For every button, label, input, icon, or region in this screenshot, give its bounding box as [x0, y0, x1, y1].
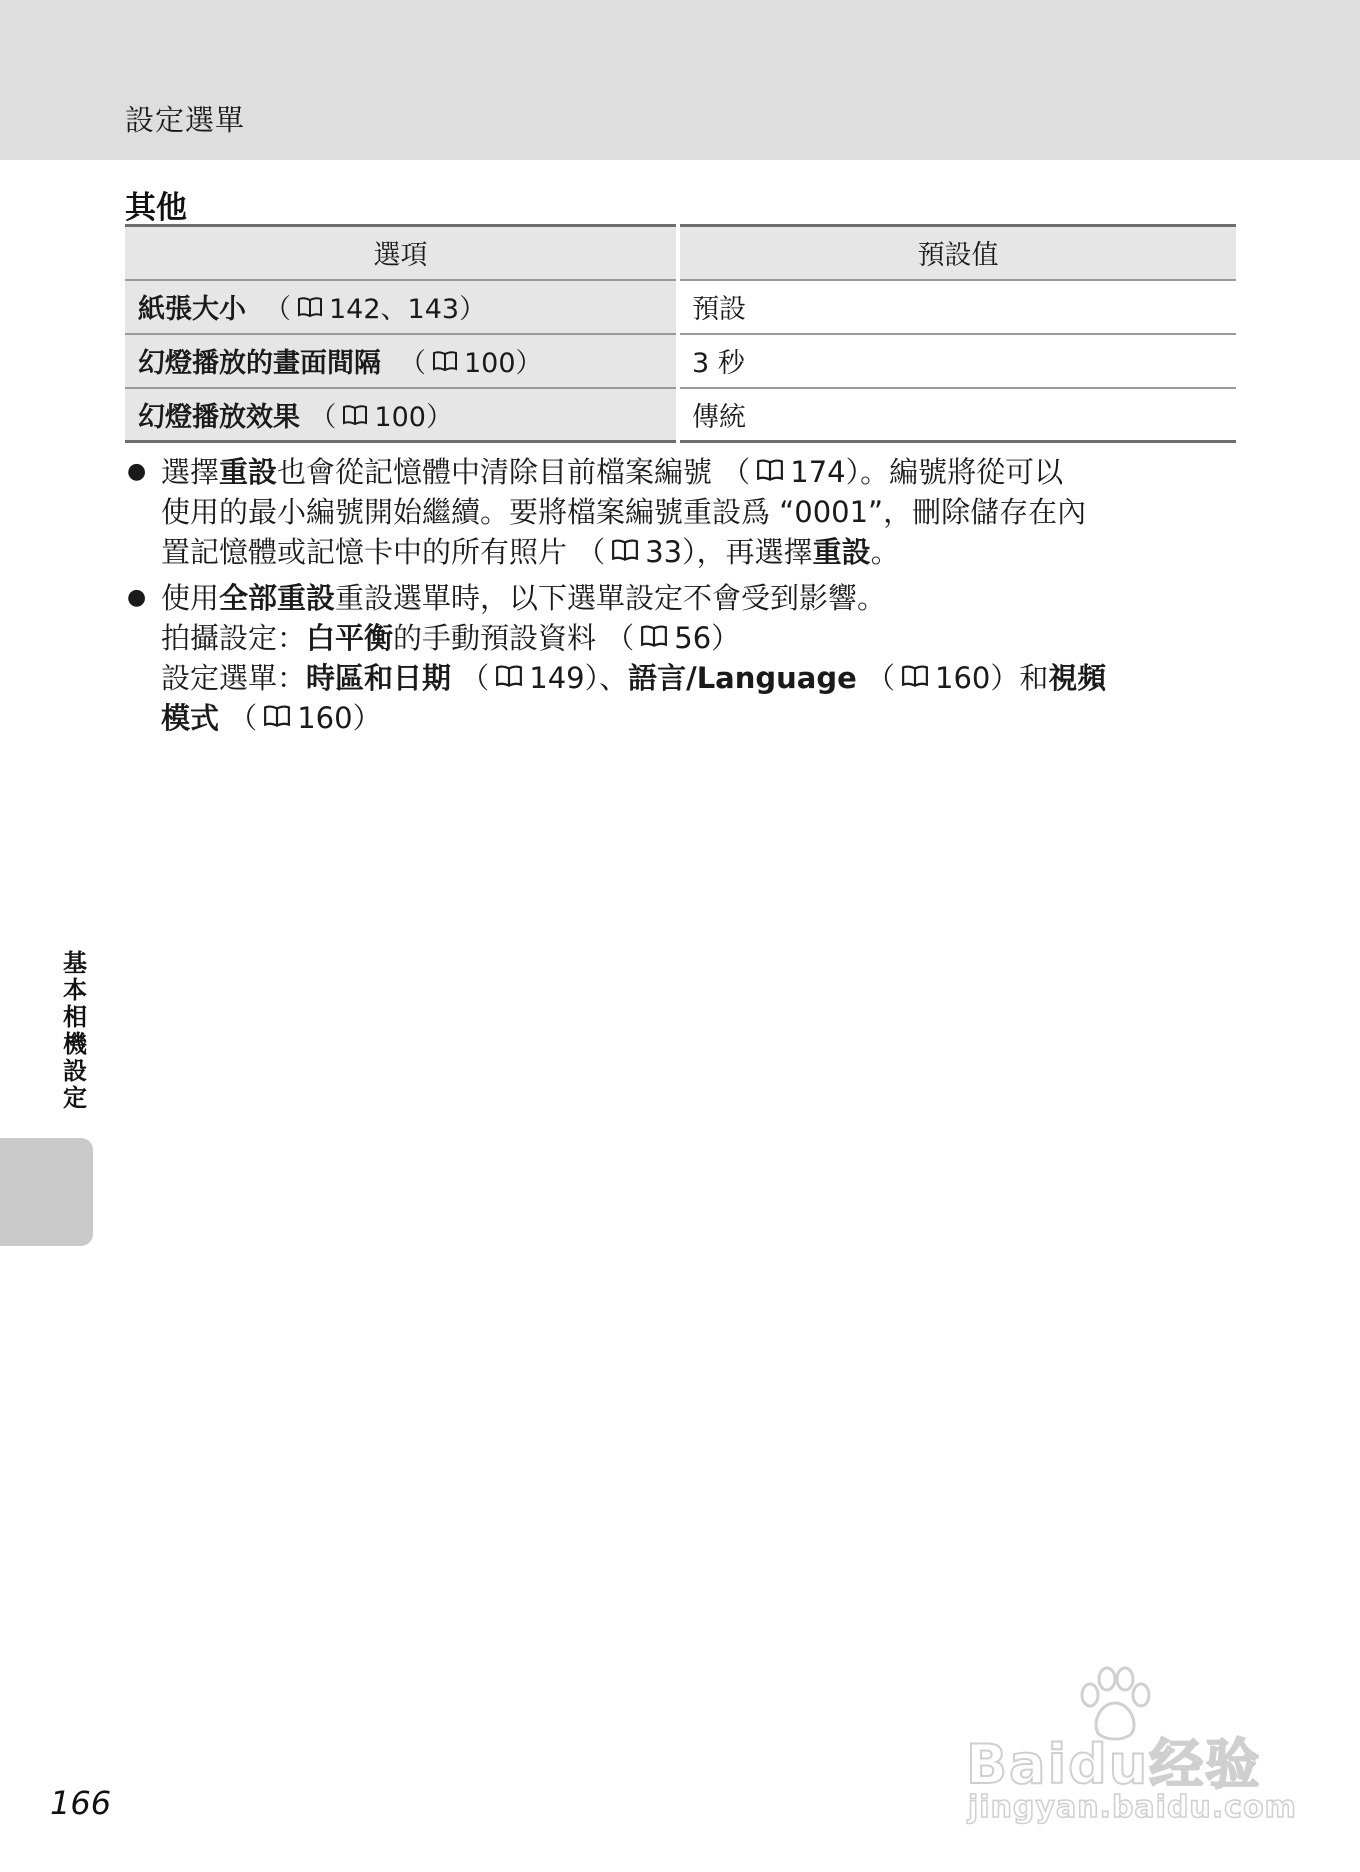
option-label: 紙張大小 — [138, 294, 246, 325]
page-reference: 100） — [464, 348, 543, 379]
default-value-cell: 預設 — [678, 280, 1236, 334]
option-label: 幻燈播放的畫面間隔 — [138, 348, 381, 379]
section-title: 其他 — [125, 190, 187, 226]
bullet-icon: ● — [127, 585, 147, 610]
watermark-brand: Baidu经验 — [966, 1733, 1262, 1796]
emphasis-white-balance: 白平衡 — [306, 621, 394, 655]
emphasis-reset-all: 全部重設 — [219, 581, 336, 615]
book-reference-icon — [432, 348, 458, 379]
page-reference: 142、143） — [329, 294, 487, 325]
column-header-default: 預設值 — [678, 226, 1236, 280]
default-value-cell: 傳統 — [678, 388, 1236, 442]
emphasis-video-mode: 視頻 — [1048, 661, 1107, 695]
option-label: 幻燈播放效果 — [138, 401, 300, 433]
book-reference-icon — [495, 658, 523, 698]
book-reference-icon — [640, 618, 668, 658]
side-label-char: 基 — [63, 949, 87, 977]
table-header-row — [125, 226, 1236, 280]
column-header-option: 選項 — [125, 226, 678, 280]
emphasis-reset: 重設 — [812, 535, 871, 569]
emphasis-video-mode-cont: 模式 — [161, 701, 220, 735]
book-reference-icon — [756, 452, 784, 492]
book-reference-icon — [263, 698, 291, 738]
note-item-reset: ● 選擇重設也會從記憶體中清除目前檔案編號 （ 174）。編號將從可以 使用的最小編號開始繼續。要將檔案編號重設爲 “0001”，刪除儲存在內 置記憶體或記憶卡中的所有照片 （ 33），再選擇重設。 — [125, 452, 1240, 572]
option-cell: 幻燈播放效果 （ 100） — [125, 388, 678, 442]
side-label-char: 本 — [63, 976, 87, 1004]
side-label-char: 機 — [63, 1030, 87, 1058]
bullet-icon: ● — [127, 459, 147, 484]
note-item-reset-all: ● 使用全部重設重設選單時，以下選單設定不會受到影響。 拍攝設定：白平衡的手動預設資料 （ 56） 設定選單：時區和日期 （ 149）、語言/Language （ 160）和視頻 模式 （ 160） — [125, 578, 1240, 738]
chapter-side-label — [58, 950, 92, 1112]
option-cell: 幻燈播放的畫面間隔 （ 100） — [125, 334, 678, 388]
side-label-char: 相 — [63, 1003, 87, 1031]
emphasis-language: 語言/Language — [628, 661, 857, 695]
book-reference-icon — [611, 532, 639, 572]
header-title: 設定選單 — [125, 103, 246, 137]
table-row — [125, 280, 1236, 334]
settings-table — [125, 224, 1236, 443]
notes-list — [125, 452, 1240, 744]
table-row — [125, 334, 1236, 388]
side-label-char: 定 — [63, 1084, 87, 1112]
default-value-cell: 3 秒 — [678, 334, 1236, 388]
emphasis-reset: 重設 — [219, 455, 278, 489]
book-reference-icon — [901, 658, 929, 698]
side-label-char: 設 — [63, 1057, 87, 1085]
emphasis-time-zone-date: 時區和日期 — [306, 661, 452, 695]
table-row — [125, 388, 1236, 442]
header-band — [0, 0, 1360, 160]
book-reference-icon — [297, 294, 323, 325]
page-reference: 100） — [374, 401, 453, 433]
chapter-tab — [0, 1138, 93, 1246]
option-cell: 紙張大小 （ 142、143） — [125, 280, 678, 334]
book-reference-icon — [342, 402, 368, 433]
page-number: 166 — [50, 1784, 112, 1822]
watermark-url: jingyan.baidu.com — [968, 1790, 1297, 1825]
